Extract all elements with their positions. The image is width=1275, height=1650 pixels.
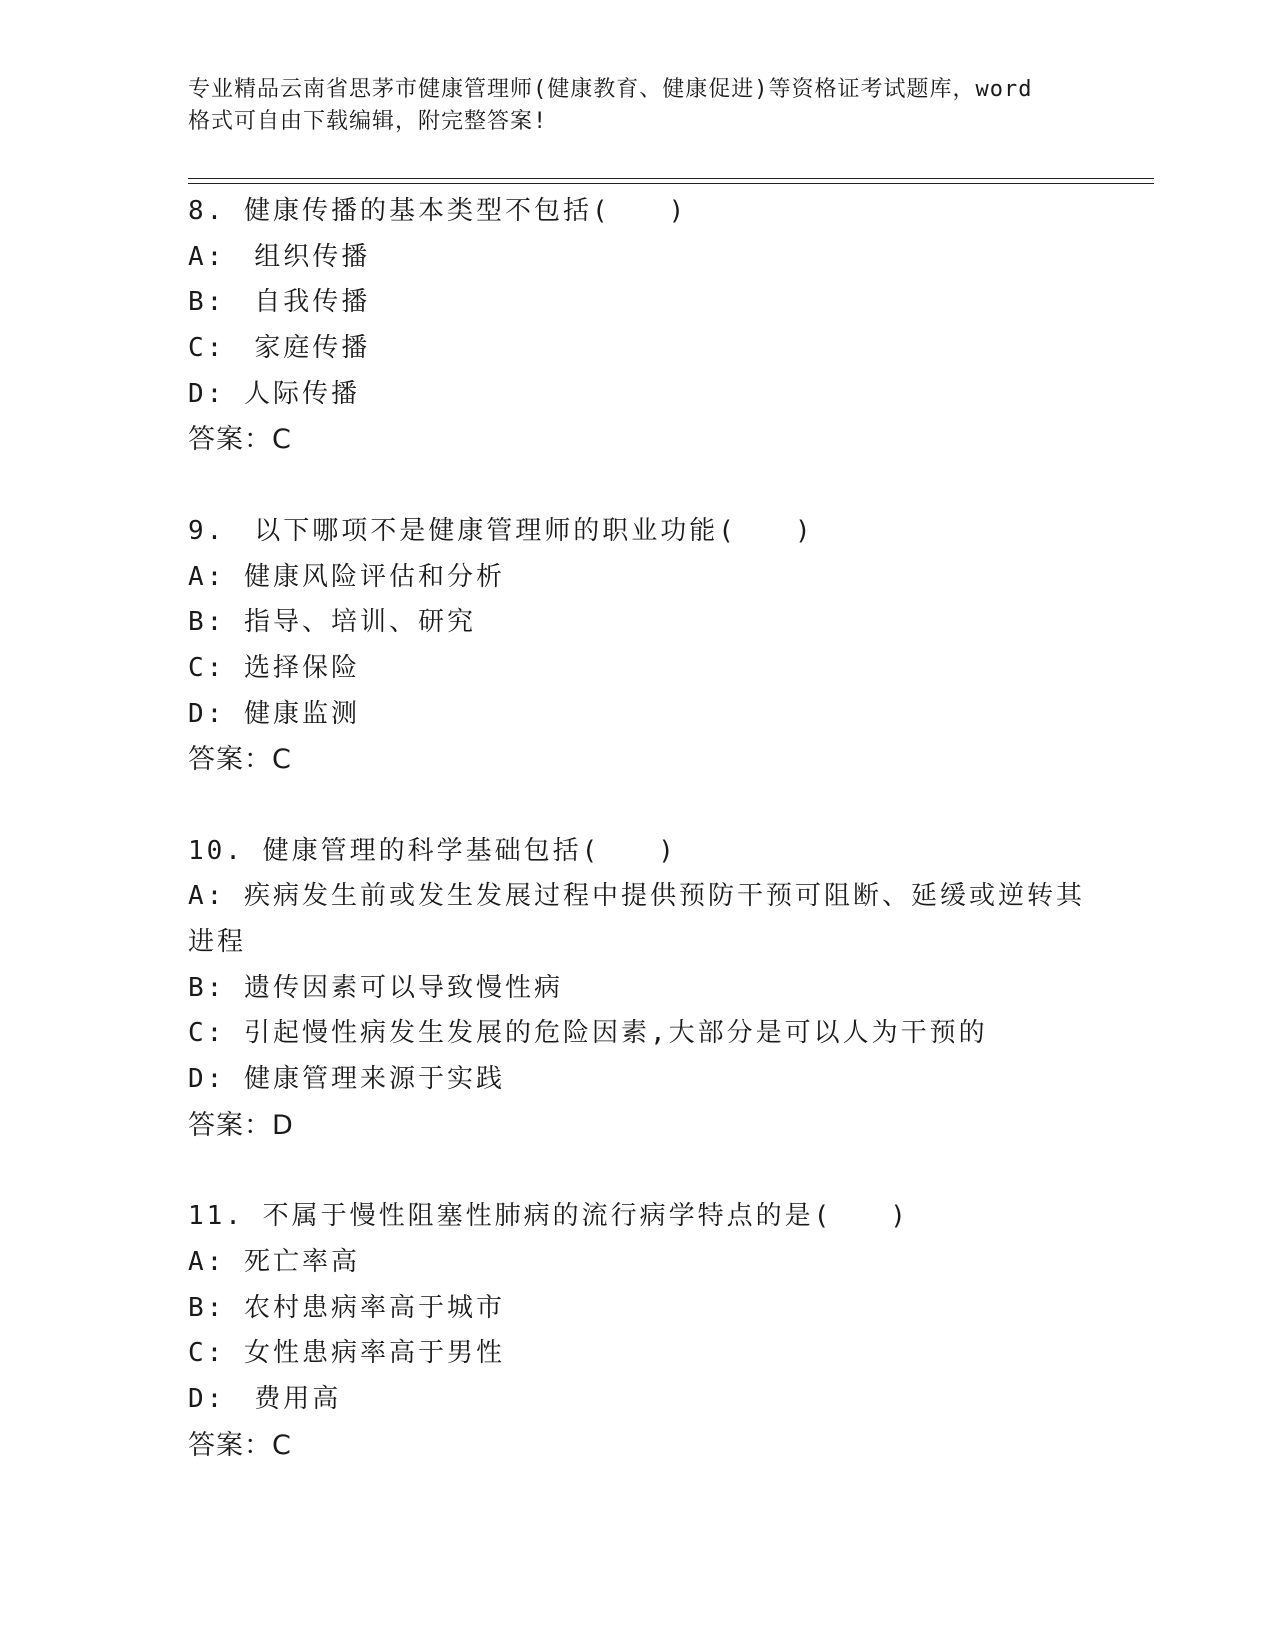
question-9 — [188, 509, 1148, 829]
option-a: A: 死亡率高 — [188, 1246, 360, 1277]
option-c: C: 引起慢性病发生发展的危险因素,大部分是可以人为干预的 — [188, 1018, 988, 1049]
option-a-continued: 进程 — [188, 927, 247, 957]
option-a: A: 健康风险评估和分析 — [188, 561, 505, 592]
option-b: B: 指导、培训、研究 — [188, 607, 476, 638]
option-d: D: 健康管理来源于实践 — [188, 1064, 505, 1095]
option-b: B: 农村患病率高于城市 — [188, 1292, 505, 1323]
spacer — [188, 1148, 1148, 1194]
answer-label: 答案：C — [188, 1429, 292, 1461]
option-d: D: 人际传播 — [188, 378, 360, 409]
question-stem: 10. 健康管理的科学基础包括( ) — [188, 835, 677, 866]
option-a: A: 组织传播 — [188, 241, 371, 272]
header-divider-top — [188, 178, 1154, 179]
document-header — [188, 74, 1088, 138]
option-b: B: 自我传播 — [188, 287, 371, 318]
question-list — [188, 189, 1148, 1468]
header-line-1: 专业精品云南省思茅市健康管理师(健康教育、健康促进)等资格证考试题库，word — [188, 77, 1033, 102]
option-d: D: 健康监测 — [188, 698, 360, 729]
option-a: A: 疾病发生前或发生发展过程中提供预防干预可阻断、延缓或逆转其 — [188, 881, 1085, 912]
answer-label: 答案：C — [188, 424, 292, 456]
option-c: C: 家庭传播 — [188, 333, 371, 364]
header-divider-bottom — [188, 183, 1154, 184]
question-stem: 11. 不属于慢性阻塞性肺病的流行病学特点的是( ) — [188, 1201, 909, 1232]
option-b: B: 遗传因素可以导致慢性病 — [188, 972, 563, 1003]
spacer — [188, 783, 1148, 829]
spacer — [188, 463, 1148, 509]
question-stem: 9. 以下哪项不是健康管理师的职业功能( ) — [188, 515, 814, 546]
question-10 — [188, 829, 1148, 1195]
header-line-2: 格式可自由下载编辑，附完整答案! — [188, 109, 548, 134]
answer-label: 答案：D — [188, 1109, 294, 1141]
question-11 — [188, 1194, 1148, 1468]
option-d: D: 费用高 — [188, 1383, 342, 1414]
option-c: C: 女性患病率高于男性 — [188, 1338, 505, 1369]
question-stem: 8. 健康传播的基本类型不包括( ) — [188, 196, 688, 226]
answer-label: 答案：C — [188, 744, 292, 776]
question-8 — [188, 189, 1148, 509]
option-c: C: 选择保险 — [188, 652, 360, 683]
